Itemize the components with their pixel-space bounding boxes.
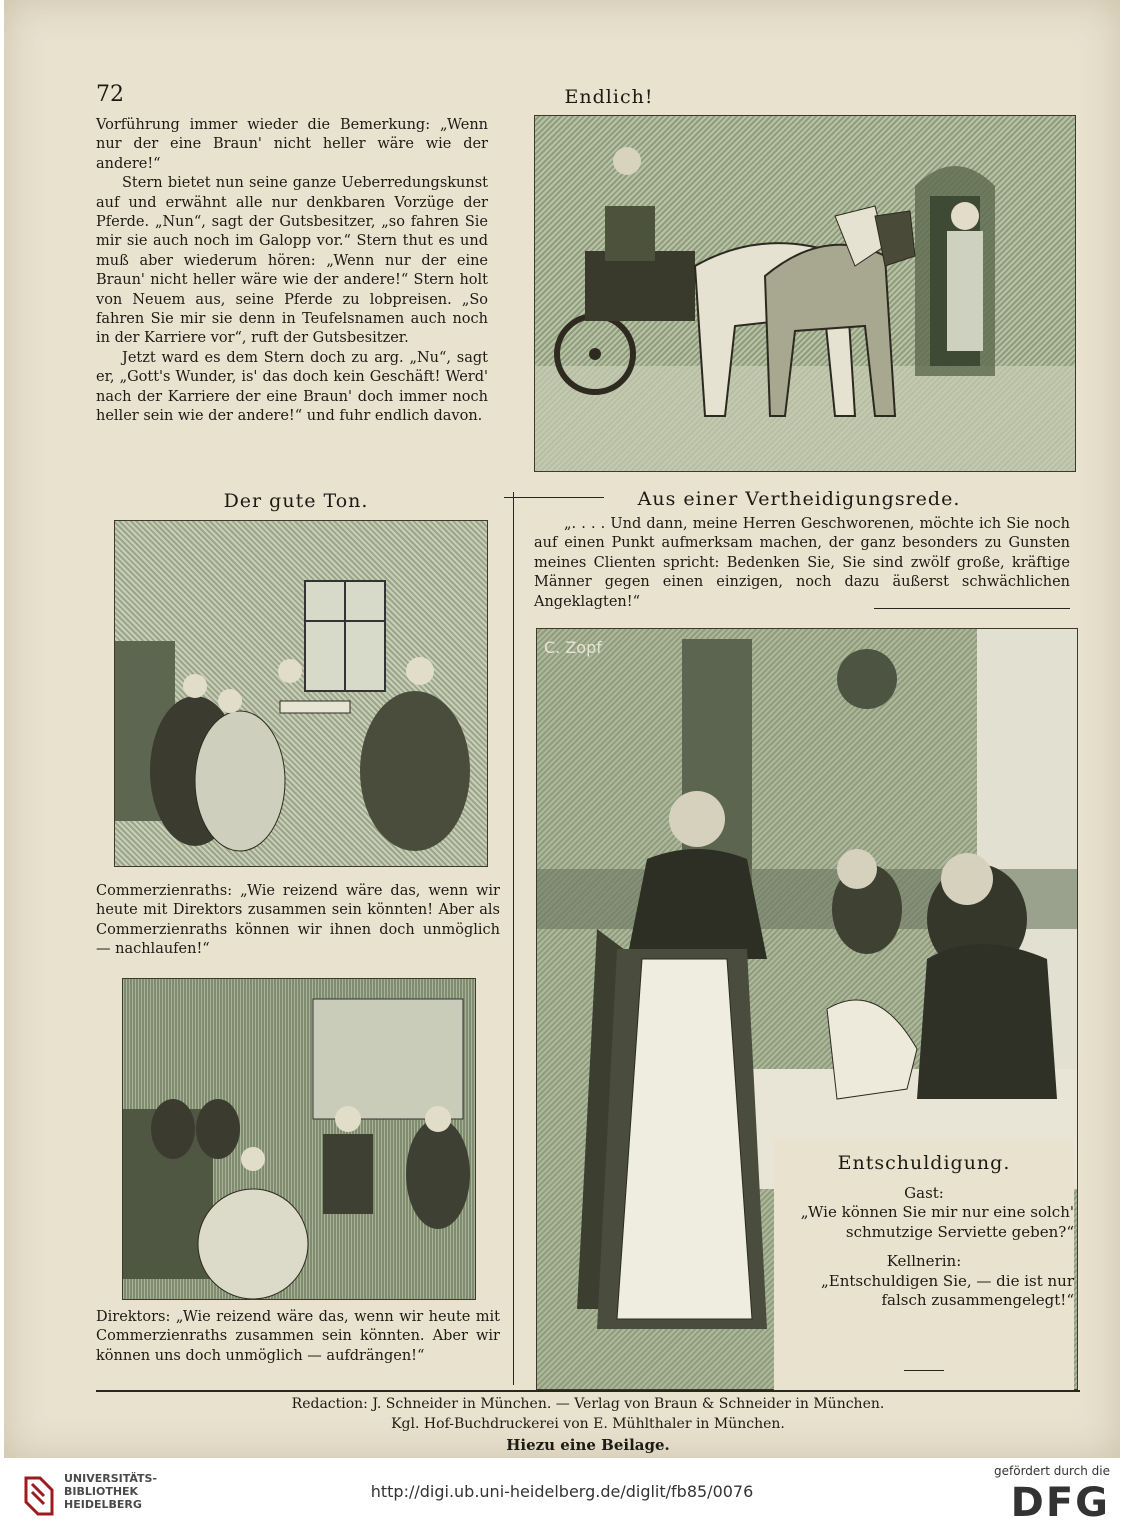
line-kellnerin: „Entschuldigen Sie, — die ist nur falsch zusammengelegt!“ [820,1271,1074,1310]
divider [904,1370,944,1371]
library-name-line-3: HEIDELBERG [64,1498,142,1511]
illustration-title-endlich: Endlich! [564,86,654,108]
section-title-vertheidigungsrede: Aus einer Vertheidigungsrede. [637,488,961,510]
library-name-line-2: BIBLIOTHEK [64,1485,139,1498]
dfg-logo[interactable]: DFG [1010,1480,1110,1526]
divider [874,608,1070,609]
left-column-text [96,116,488,427]
page-number: 72 [96,82,124,107]
carriage-illustration [534,115,1076,472]
carriage-drawing [535,116,1075,471]
imprint-line-1: Redaction: J. Schneider in München. — Verlag von Braun & Schneider in München. [291,1396,885,1412]
entschuldigung-title: Entschuldigung. [837,1152,1011,1174]
entschuldigung-caption [774,1140,1074,1400]
caption-commerzienraths: Commerzienraths: „Wie reizend wäre das, wenn wir heute mit Direktors zusammen sein könnten! Aber als Commerzienraths können wir ihnen doch unmöglich — nachlaufen!“ [96,883,500,958]
defense-speech-text: „. . . . Und dann, meine Herren Geschworenen, möchte ich Sie noch auf einen Punkt aufmerksam machen, der ganz besonders zu Gunsten meines Clienten spricht: Bedenken Sie, Sie sind zwölf große, kräftige Männer gegen einen einzigen, noch dazu äußerst schwächlichen Angeklagten!“ [534,516,1070,610]
viewer-footer [0,1458,1124,1538]
salon-illustration-1 [114,520,488,867]
funding-label: gefördert durch die [994,1464,1110,1478]
paragraph-1: Vorführung immer wieder die Bemerkung: „Wenn nur der eine Braun' nicht heller wäre wie der andere!“ [96,117,488,172]
salon-illustration-2 [122,978,476,1300]
speaker-gast: Gast: [904,1184,944,1202]
paragraph-3: Jetzt ward es dem Stern doch zu arg. „Nu“, sagt er, „Gott's Wunder, is' das doch kein Geschäft! Werd' nach der Karriere der eine Braun' doch immer noch heller sein wie der andere!“ und fuhr endlich davon. [96,349,488,425]
artist-signature: C. Zopf [544,638,602,657]
column-divider [513,492,514,1385]
imprint-line-2: Kgl. Hof-Buchdruckerei von E. Mühlthaler in München. [391,1416,785,1432]
scanned-page [4,0,1120,1458]
library-name-line-1: UNIVERSITÄTS- [64,1472,158,1485]
paragraph-2: Stern bietet nun seine ganze Ueberredungskunst auf und erwähnt alle nur denkbaren Vorzüge der Pferde. „Nun“, sagt der Gutsbesitzer, „so fahren Sie mir sie auch noch im Galopp vor.“ Stern thut es und muß aber wiederum hören: „Wenn nur der eine Braun' nicht heller wäre wie der andere!“ Stern holt von Neuem aus, seine Pferde zu lobpreisen. „So fahren Sie mir sie denn in Teufelsnamen auch noch in der Karriere vor“, ruft der Gutsbesitzer. [96,175,488,347]
section-title-der-gute-ton: Der gute Ton. [223,490,369,512]
line-gast: „Wie können Sie mir nur eine solch' schmutzige Serviette geben?“ [800,1203,1074,1241]
speaker-kellnerin: Kellnerin: [886,1252,962,1271]
salon-drawing-1 [115,521,487,866]
supplement-notice: Hiezu eine Beilage. [506,1436,670,1454]
permalink-url[interactable]: http://digi.ub.uni-heidelberg.de/diglit/fb85/0076 [370,1482,754,1501]
caption-direktors: Direktors: „Wie reizend wäre das, wenn wir heute mit Commerzienraths zusammen sein könnten. Aber wir können uns doch unmöglich — aufdrängen!“ [96,1309,500,1364]
salon-drawing-2 [123,979,475,1299]
footer-rule [96,1390,1080,1392]
